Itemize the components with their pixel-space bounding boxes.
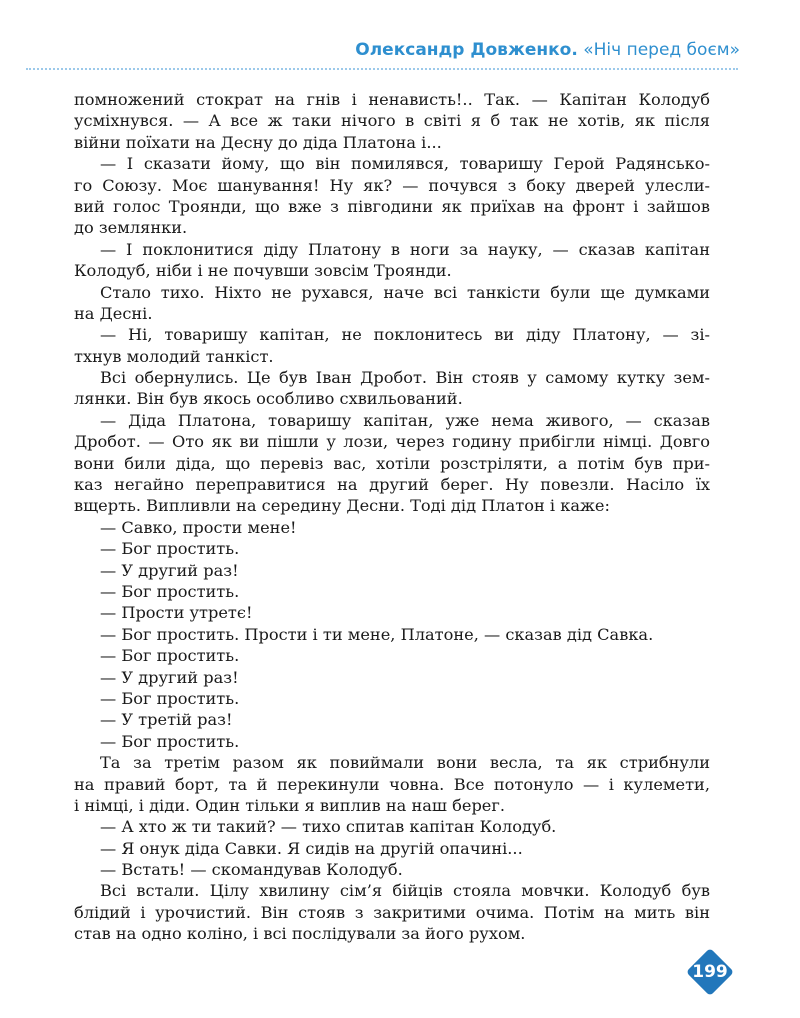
running-header [0,40,740,60]
text-line: — І поклонитися діду Платону в ноги за науку, — сказав капітан [100,239,710,259]
text-line: до землянки. [74,218,188,238]
text-line: — Діда Платона, товаришу капітан, уже нема живого, — сказав [100,410,710,430]
text-line: на правий борт, та й перекинули човна. Все потонуло — і кулемети, [74,774,710,794]
text-line: блідий і урочистий. Він стояв з закритими очима. Потім на мить він [74,902,710,922]
text-line: Та за третім разом як повиймали вони весла, та як стрибнули [100,753,710,773]
text-line: Стало тихо. Ніхто не рухався, наче всі танкісти були ще думками [100,282,710,302]
text-line: — Прости утретє! [100,603,253,623]
text-line: — Бог простить. [100,688,240,708]
text-line: го Союзу. Моє шанування! Ну як? — почувся з боку дверей улесли- [74,175,710,195]
text-line: Всі обернулись. Це був Іван Дробот. Він стояв у самому кутку зем- [100,368,710,388]
text-line: — У другий раз! [100,560,239,580]
text-line: вщерть. Випливли на середину Десни. Тоді дід Платон і каже: [74,496,610,516]
text-line: — У третій раз! [100,710,233,730]
text-line: — Бог простить. [100,581,240,601]
text-line: Колодуб, ніби і не почувши зовсім Троянди. [74,261,452,281]
text-line: вони били діда, що перевіз вас, хотіли розстріляти, а потім був при- [74,453,710,473]
text-line: — Встать! — скомандував Колодуб. [100,860,403,880]
text-line: — Ні, товаришу капітан, не поклонитесь ви діду Платону, — зі- [100,325,710,345]
text-line: війни поїхати на Десну до діда Платона і... [74,132,442,152]
text-line: на Десні. [74,303,153,323]
text-line: Всі встали. Цілу хвилину сім’я бійців стояла мовчки. Колодуб був [100,881,710,901]
text-line: Дробот. — Ото як ви пішли у лози, через годину прибігли німці. Довго [74,432,710,452]
page-number: 199 [692,962,728,982]
text-line: помножений стократ на гнів і ненависть!.. Так. — Капітан Колодуб [74,90,710,109]
text-line: вий голос Троянди, що вже з півгодини як приїхав на фронт і зайшов [74,196,710,216]
text-line: тхнув молодий танкіст. [74,346,274,366]
text-line: усміхнувся. — А все ж таки нічого в світі я б так не хотів, як після [74,111,710,131]
text-line: каз негайно переправитися на другий берег. Ну повезли. Насіло їх [74,475,710,495]
text-line: лянки. Він був якось особливо схвильований. [74,389,463,409]
text-line: — Савко, прости мене! [100,517,297,537]
text-line: став на одно коліно, і всі послідували за його рухом. [74,924,526,944]
text-line: — Я онук діда Савки. Я сидів на другій опачині... [100,838,523,858]
text-line: — Бог простить. [100,646,240,666]
header-work-title: «Ніч перед боєм» [583,40,740,60]
text-line: — У другий раз! [100,667,239,687]
page-number-badge [684,946,736,998]
text-line: і німці, і діди. Один тільки я виплив на наш берег. [74,795,506,815]
text-line: — Бог простить. [100,539,240,559]
header-dotted-divider [26,68,738,70]
body-text [74,89,710,945]
text-line: — Бог простить. [100,731,240,751]
header-author: Олександр Довженко. [355,40,578,60]
text-line: — Бог простить. Прости і ти мене, Платоне, — сказав дід Савка. [100,624,654,644]
text-line: — І сказати йому, що він помилявся, товаришу Герой Радянсько- [100,154,710,174]
text-line: — А хто ж ти такий? — тихо спитав капітан Колодуб. [100,817,557,837]
